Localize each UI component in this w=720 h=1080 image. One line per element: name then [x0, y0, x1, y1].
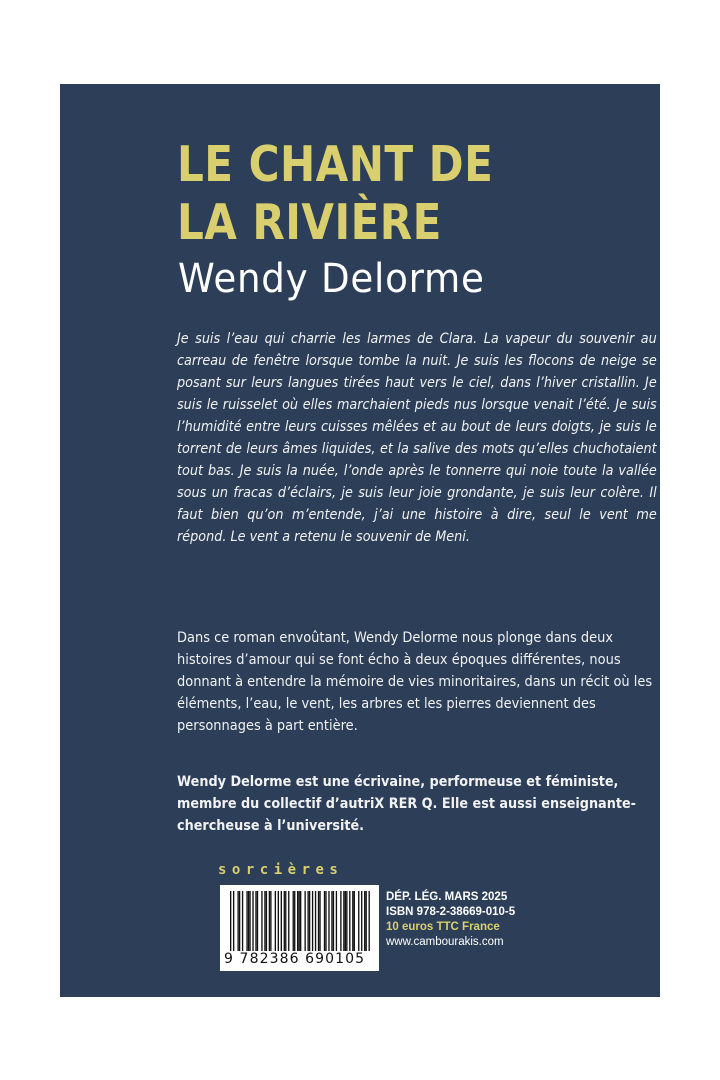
author-name: Wendy Delorme [178, 256, 485, 302]
barcode-digits: 9 782386 690105 [224, 951, 366, 967]
isbn: ISBN 978-2-38669-010-5 [386, 906, 516, 918]
barcode-bars [230, 891, 370, 951]
book-blurb: Dans ce roman envoûtant, Wendy Delorme nous plonge dans deux histoires d’amour qui se font écho à deux époques différentes, nous donnant à entendre la mémoire de vies minoritaires, dans un récit où les éléments, l’eau, le vent, les arbres et les pierres deviennent des personnages à part entière. [177, 629, 653, 734]
excerpt-quote: Je suis l’eau qui charrie les larmes de Clara. La vapeur du souvenir au carreau de fenêtre lorsque tombe la nuit. Je suis les flocons de neige se posant sur leurs langues tirées haut vers le ciel, dans l’hiver cristallin. Je suis le ruisselet où elles marchaient pieds nus lorsque venait l’été. Je suis l’humidité entre leurs cuisses mêlées et au bout de leurs doigts, je suis le torrent de leurs âmes liquides, et la salive des mots qu’elles chuchotaient tout bas. Je suis la nuée, l’onde après le tonnerre qui noie toute la vallée sous un fracas d’éclairs, je suis leur joie grondante, je suis leur colère. Il faut bien qu’on m’entende, j’ai une histoire à dire, seul le vent me répond. Le vent a retenu le souvenir de Meni. [177, 331, 657, 545]
author-bio: Wendy Delorme est une écrivaine, performeuse et féministe, membre du collectif d’autriX RER Q. Elle est aussi enseignante-chercheuse à l’université. [177, 774, 636, 834]
title-line-2: LA RIVIÈRE [177, 194, 442, 251]
book-title [177, 136, 555, 252]
price: 10 euros TTC France [386, 921, 500, 933]
title-line-1: LE CHANT DE [177, 136, 494, 193]
publisher-website: www.cambourakis.com [386, 936, 504, 948]
collection-name: sorcières [218, 862, 344, 878]
back-cover [60, 84, 660, 997]
barcode [220, 885, 379, 971]
publication-info [386, 890, 515, 950]
legal-deposit: DÉP. LÉG. MARS 2025 [386, 891, 508, 903]
